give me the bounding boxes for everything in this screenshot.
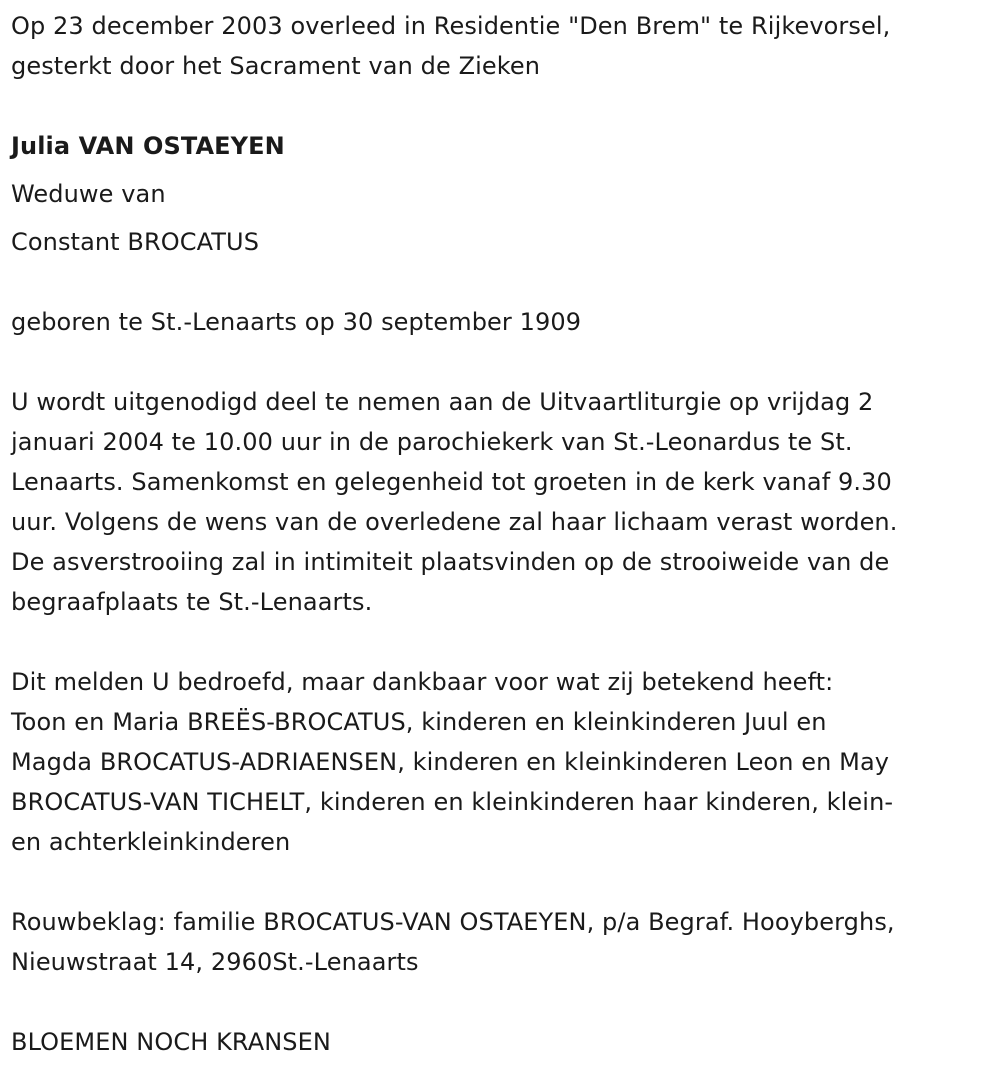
address-paragraph xyxy=(11,902,991,982)
intro-line: gesterkt door het Sacrament van de Zieken xyxy=(11,52,541,80)
family-line: en achterkleinkinderen xyxy=(11,828,291,856)
family-line: Dit melden U bedroefd, maar dankbaar voor wat zij betekend heeft: xyxy=(11,668,834,696)
intro-paragraph xyxy=(11,6,991,86)
funeral-line: De asverstrooiing zal in intimiteit plaatsvinden op de strooiweide van de xyxy=(11,548,890,576)
deceased-name: Julia VAN OSTAEYEN xyxy=(11,132,285,160)
closing-line: BLOEMEN NOCH KRANSEN xyxy=(11,1028,331,1056)
funeral-paragraph xyxy=(11,382,991,622)
address-line: Rouwbeklag: familie BROCATUS-VAN OSTAEYEN, p/a Begraf. Hooyberghs, xyxy=(11,908,895,936)
birth-line: geboren te St.-Lenaarts op 30 september 1909 xyxy=(11,308,582,336)
intro-line: Op 23 december 2003 overleed in Residentie "Den Brem" te Rijkevorsel, xyxy=(11,12,891,40)
deceased-relation: Weduwe van xyxy=(11,180,166,208)
funeral-line: U wordt uitgenodigd deel te nemen aan de Uitvaartliturgie op vrijdag 2 xyxy=(11,388,874,416)
family-line: BROCATUS-VAN TICHELT, kinderen en kleinkinderen haar kinderen, klein- xyxy=(11,788,894,816)
deceased-block xyxy=(11,126,991,262)
funeral-line: begraafplaats te St.-Lenaarts. xyxy=(11,588,373,616)
address-line: Nieuwstraat 14, 2960St.-Lenaarts xyxy=(11,948,419,976)
funeral-line: uur. Volgens de wens van de overledene zal haar lichaam verast worden. xyxy=(11,508,898,536)
funeral-line: januari 2004 te 10.00 uur in de parochiekerk van St.-Leonardus te St. xyxy=(11,428,853,456)
deceased-spouse: Constant BROCATUS xyxy=(11,228,260,256)
family-paragraph xyxy=(11,662,991,862)
obituary-document xyxy=(11,6,991,1062)
family-line: Toon en Maria BREËS-BROCATUS, kinderen en kleinkinderen Juul en xyxy=(11,708,827,736)
funeral-line: Lenaarts. Samenkomst en gelegenheid tot groeten in de kerk vanaf 9.30 xyxy=(11,468,892,496)
family-line: Magda BROCATUS-ADRIAENSEN, kinderen en kleinkinderen Leon en May xyxy=(11,748,890,776)
